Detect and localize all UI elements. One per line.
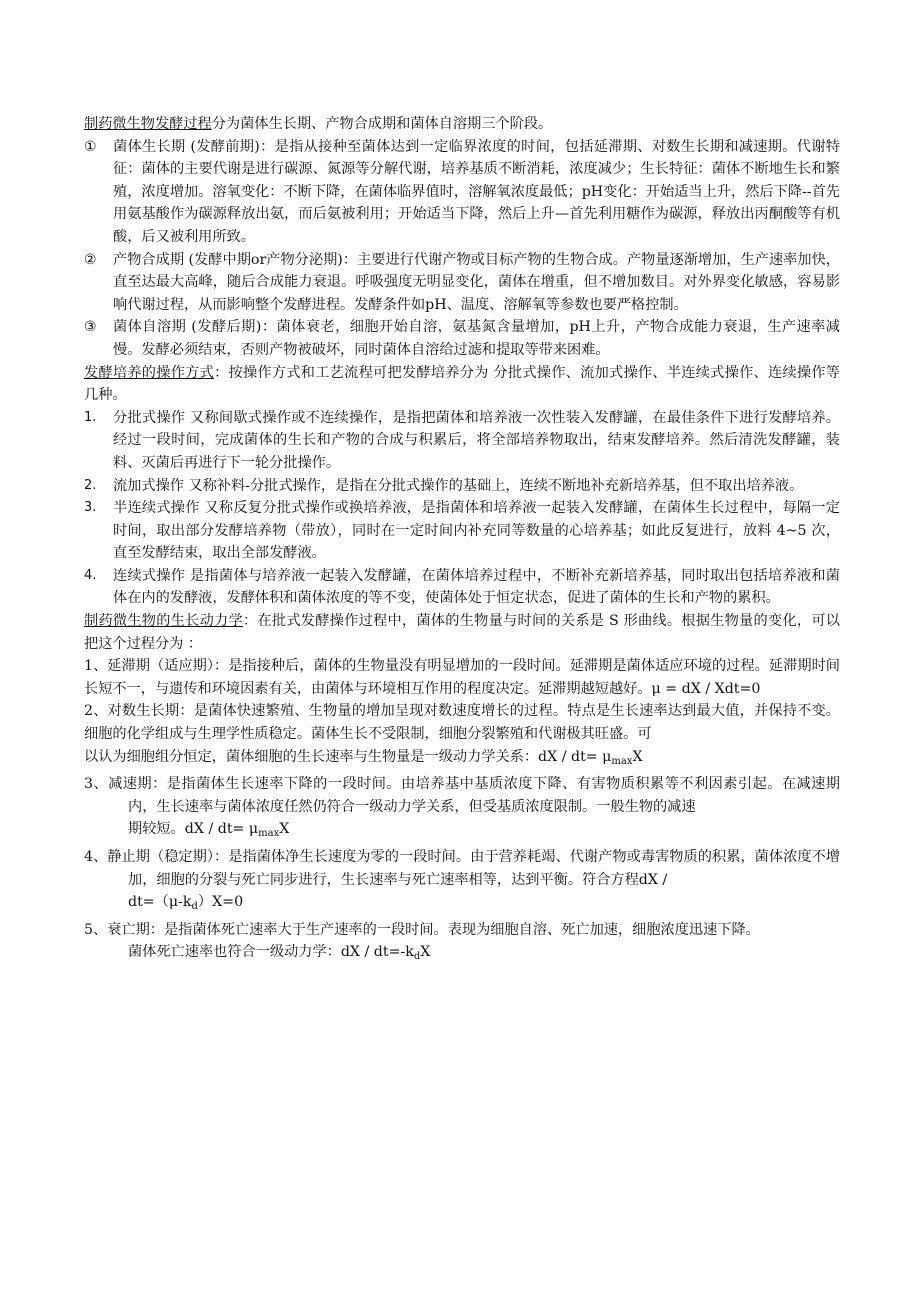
formula-end: X bbox=[279, 821, 290, 838]
list-item-text: 菌体生长期 (发酵前期)：是指从接种至菌体达到一定临界浓度的时间，包括延滞期、对数生长期和减速期。代谢特征：菌体的主要代谢是进行碳源、氮源等分解代谢，培养基质不断消耗，浓度减少；生长特征：菌体不断地生长和繁殖，浓度增加。溶氧变化：不断下降，在菌体临界值时，溶解氧浓度最低；pH变化：开始适当上升，然后下降--首先用氨基酸作为碳源释放出氨，而后氨被利用；开始适当下降，然后上升—首先利用糖作为碳源，释放出丙酮酸等有机酸，后又被利用所致。 bbox=[113, 138, 840, 245]
formula-text: 期较短。dX / dt= μ bbox=[128, 821, 259, 838]
formula-subscript: max bbox=[258, 828, 280, 840]
phase-decline: 5、衰亡期：是指菌体死亡速率大于生产速率的一段时间。表现为细胞自溶、死亡加速，细胞浓度迅速下降。 bbox=[84, 921, 760, 938]
phase-log-growth-formula bbox=[84, 746, 840, 774]
list-item bbox=[84, 407, 840, 475]
list-item-text: 流加式操作 又称补料-分批式操作，是指在分批式操作的基础上，连续不断地补充新培养基，但不取出培养液。 bbox=[113, 477, 804, 494]
list-item bbox=[84, 497, 840, 565]
list-marker: ① bbox=[84, 138, 97, 155]
list-marker: 4. bbox=[84, 567, 97, 583]
phase-stationary-formula bbox=[84, 891, 840, 919]
formula-end: X bbox=[420, 944, 431, 961]
phase-decline-formula bbox=[84, 941, 840, 969]
section-3-intro-text: ：在批式发酵操作过程中，菌体的生物量与时间的关系是 S 形曲线。根据生物量的变化，可以把这个过程分为 ： bbox=[84, 613, 840, 652]
formula-subscript: d bbox=[413, 951, 421, 963]
phase-deceleration-formula bbox=[84, 818, 840, 846]
section-3-intro bbox=[84, 610, 840, 655]
list-marker: ③ bbox=[84, 319, 97, 336]
section-1-intro-text: 分为菌体生长期、产物合成期和菌体自溶期三个阶段。 bbox=[211, 116, 553, 132]
phase-lag: 1、延滞期（适应期）：是指接种后，菌体的生物量没有明显增加的一段时间。延滞期是菌体适应环境的过程。延滞期时间长短不一，与遗传和环境因素有关，由菌体与环境相互作用的程度决定。延滞期越短越好。μ = dX / Xdt=0 bbox=[84, 658, 840, 697]
formula-subscript: d bbox=[191, 901, 198, 913]
phase-deceleration: 3、减速期：是指菌体生长速率下降的一段时间。由培养基中基质浓度下降、有害物质积累等不利因素引起。在减速期内，生长速率与菌体浓度任然仍符合一级动力学关系，但受基质浓度限制。一般生物的减速 bbox=[84, 776, 840, 815]
formula-end: ）X=0 bbox=[197, 894, 244, 911]
formula-text: 以认为细胞组分恒定，菌体细胞的生长速率与生物量是一级动力学关系：dX / dt= μ bbox=[84, 748, 612, 765]
section-2-title: 发酵培养的操作方式 bbox=[84, 364, 215, 381]
list-marker: 3. bbox=[84, 500, 97, 516]
formula-text: dt=（μ-k bbox=[128, 894, 192, 911]
section-1-intro bbox=[84, 113, 840, 136]
list-item-text: 菌体自溶期 (发酵后期)：菌体衰老，细胞开始自溶，氨基氮含量增加，pH上升，产物合成能力衰退，生产速率减慢。发酵必须结束，否则产物被破坏，同时菌体自溶给过滤和提取等带来困难。 bbox=[113, 319, 840, 358]
formula-subscript: max bbox=[611, 755, 633, 767]
phase-log-growth: 2、对数生长期：是菌体快速繁殖、生物量的增加呈现对数速度增长的过程。特点是生长速率达到最大值，并保持不变。细胞的化学组成与生理学性质稳定。菌体生长不受限制，细胞分裂繁殖和代谢极其旺盛。可 bbox=[84, 703, 840, 743]
list-item-text: 分批式操作 又称间歇式操作或不连续操作，是指把菌体和培养液一次性装入发酵罐，在最佳条件下进行发酵培养。经过一段时间，完成菌体的生长和产物的合成与积累后，将全部培养物取出，结束发酵培养。然后清洗发酵罐，装料、灭菌后再进行下一轮分批操作。 bbox=[113, 409, 840, 471]
list-item bbox=[84, 136, 840, 249]
list-marker: ② bbox=[84, 251, 97, 268]
section-2-intro-text: ：按操作方式和工艺流程可把发酵培养分为 分批式操作、流加式操作、半连续式操作、连续操作等几种。 bbox=[84, 364, 840, 404]
list-item-text: 产物合成期 (发酵中期or产物分泌期)：主要进行代谢产物或目标产物的生物合成。产物量逐渐增加，生产速率加快，直至达最大高峰，随后合成能力衰退。呼吸强度无明显变化，菌体在增重，但不增加数目。对外界变化敏感，容易影响代谢过程，从而影响整个发酵进程。发酵条件如pH、温度、溶解氧等参数也要严格控制。 bbox=[113, 251, 840, 313]
section-3-title: 制药微生物的生长动力学 bbox=[84, 613, 243, 630]
list-item-text: 连续式操作 是指菌体与培养液一起装入发酵罐，在菌体培养过程中，不断补充新培养基，同时取出包括培养液和菌体在内的发酵液，发酵体积和菌体浓度的等不变，使菌体处于恒定状态，促进了菌体的生长和产物的累积。 bbox=[113, 567, 840, 607]
list-item bbox=[84, 249, 840, 317]
section-1-title: 制药微生物发酵过程 bbox=[84, 116, 212, 132]
list-item bbox=[84, 475, 840, 498]
list-marker: 2. bbox=[84, 477, 97, 493]
list-item bbox=[84, 565, 840, 610]
list-item bbox=[84, 316, 840, 361]
phase-stationary: 4、静止期（稳定期）：是指菌体净生长速度为零的一段时间。由于营养耗竭、代谢产物或毒害物质的积累，菌体浓度不增加，细胞的分裂与死亡同步进行，生长速率与死亡速率相等，达到平衡。符合方程dX / bbox=[84, 849, 840, 888]
list-item-text: 半连续式操作 又称反复分批式操作或换培养液，是指菌体和培养液一起装入发酵罐，在菌体生长过程中，每隔一定时间，取出部分发酵培养物（带放），同时在一定时间内补充同等数量的心培养基；如此反复进行，放料 4~5 次，直至发酵结束，取出全部发酵液。 bbox=[113, 500, 840, 562]
section-2-intro bbox=[84, 362, 840, 407]
document-body bbox=[84, 113, 840, 969]
list-marker: 1. bbox=[84, 409, 97, 425]
formula-text: 菌体死亡速率也符合一级动力学：dX / dt=-k bbox=[128, 944, 414, 961]
formula-end: X bbox=[632, 748, 643, 765]
